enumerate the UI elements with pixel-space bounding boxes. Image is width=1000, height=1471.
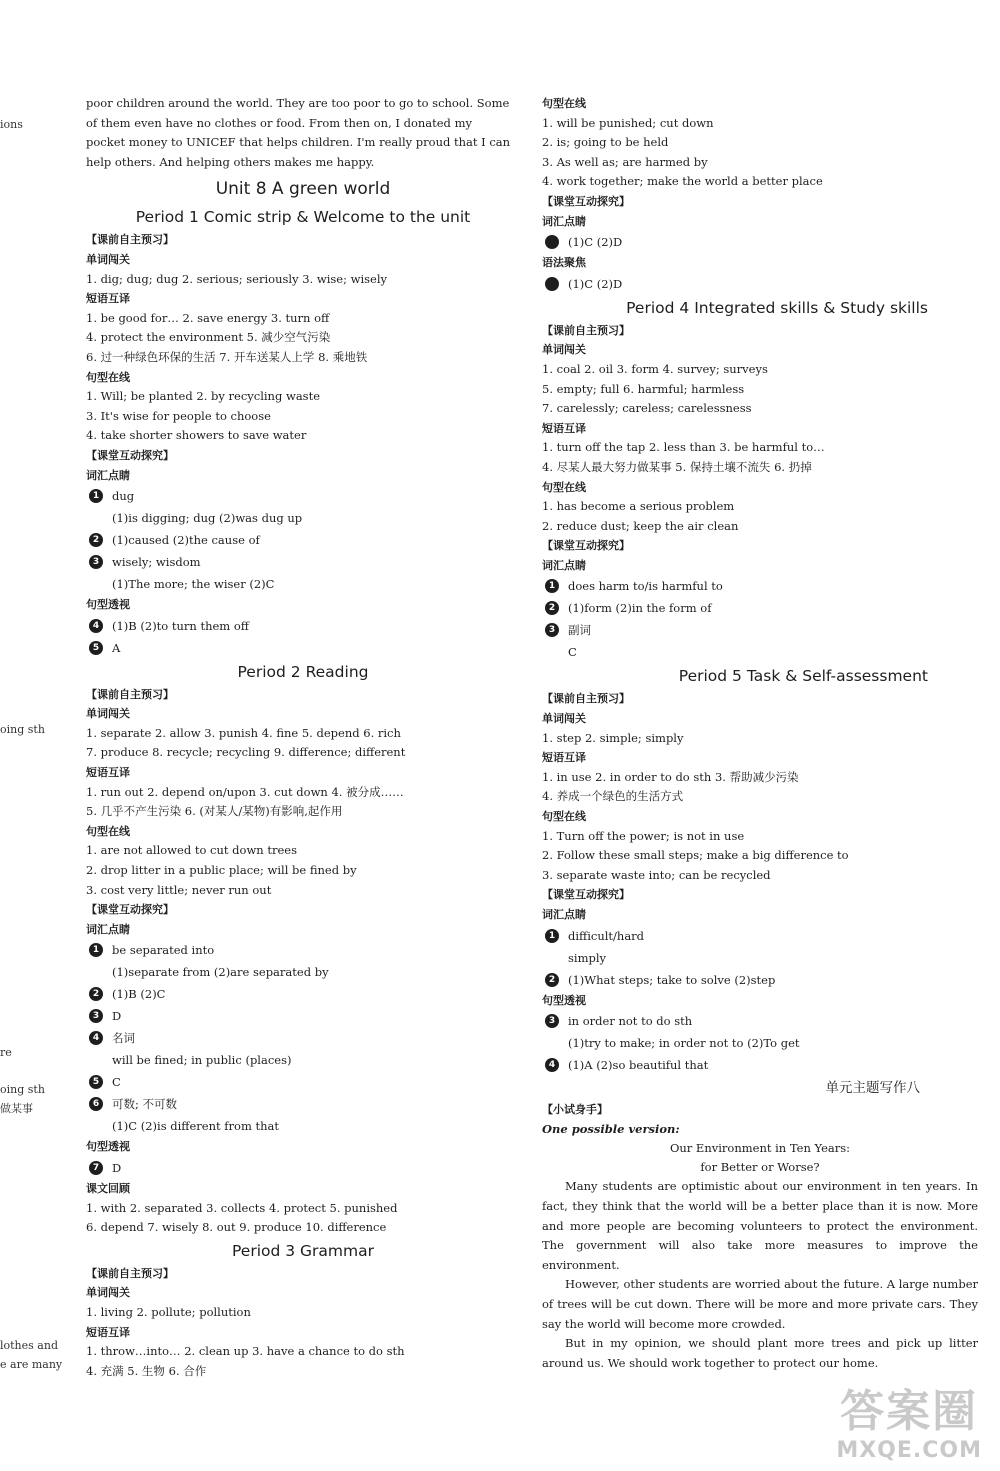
sub-header: 短语互译 bbox=[542, 421, 586, 435]
essay-paragraph: Many students are optimistic about our environment in ten years. In fact, they think that the world will be a better place than it is now. More and more people are becoming volunteers to protect the environment. The government will also take more measures to improve the environment. bbox=[542, 1179, 978, 1272]
answer-line: 6. 过一种绿色环保的生活 7. 开车送某人上学 8. 乘地铁 bbox=[86, 349, 368, 364]
edge-fragment: ions bbox=[0, 118, 23, 131]
number-badge: 4 bbox=[89, 619, 103, 633]
sub-header: 课文回顾 bbox=[86, 1182, 130, 1195]
numbered-item: 2 (1)What steps; take to solve (2)step bbox=[542, 969, 978, 991]
answer-line: 2. is; going to be held bbox=[542, 135, 669, 150]
sub-header: 句型在线 bbox=[542, 480, 586, 494]
number-badge: 3 bbox=[545, 1014, 559, 1028]
writing-title: 单元主题写作八 bbox=[825, 1080, 920, 1097]
period-5-title: Period 5 Task & Self-assessment bbox=[678, 667, 928, 686]
answer-line: 1. coal 2. oil 3. form 4. survey; surveys bbox=[542, 361, 768, 376]
essay-paragraph: But in my opinion, we should plant more trees and pick up litter around us. We should work together to protect our home. bbox=[542, 1336, 978, 1370]
number-badge: 2 bbox=[545, 601, 559, 615]
answer-line: 1. in use 2. in order to do sth 3. 帮助减少污染 bbox=[542, 769, 799, 784]
edge-fragment: oing sth bbox=[0, 1083, 45, 1096]
unit-title: Unit 8 A green world bbox=[215, 179, 391, 200]
numbered-item: 5 A bbox=[86, 637, 520, 659]
section-header: 【课前自主预习】 bbox=[86, 1266, 174, 1280]
answer-line: 1. run out 2. depend on/upon 3. cut down 4. 被分成…… bbox=[86, 784, 404, 799]
right-column bbox=[542, 94, 978, 1373]
sub-header: 词汇点睛 bbox=[86, 922, 130, 936]
bullet-dot-icon bbox=[545, 277, 559, 291]
answer-line: 1. dig; dug; dug 2. serious; seriously 3. wise; wisely bbox=[86, 271, 388, 286]
sub-header: 词汇点睛 bbox=[542, 214, 586, 228]
answer-line: 1. has become a serious problem bbox=[542, 499, 735, 514]
answer-line: 1. throw…into… 2. clean up 3. have a chance to do sth bbox=[86, 1344, 405, 1359]
answer-line: 6. depend 7. wisely 8. out 9. produce 10. difference bbox=[86, 1220, 387, 1235]
item-detail: simply bbox=[568, 950, 607, 965]
sub-header: 短语互译 bbox=[86, 292, 130, 306]
bullet-dot-icon bbox=[545, 235, 559, 249]
number-badge: 1 bbox=[89, 489, 103, 503]
answer-line: 3. It's wise for people to choose bbox=[86, 408, 271, 423]
answer-line: 3. separate waste into; can be recycled bbox=[542, 867, 771, 882]
period-2-title: Period 2 Reading bbox=[237, 662, 369, 681]
left-column bbox=[86, 94, 520, 1381]
sub-header: 句型在线 bbox=[542, 810, 586, 824]
sub-header: 句型透视 bbox=[542, 993, 586, 1007]
sub-header: 单词闯关 bbox=[86, 1286, 130, 1300]
answer-line: 1. turn off the tap 2. less than 3. be harmful to… bbox=[542, 440, 825, 455]
section-header: 【课前自主预习】 bbox=[86, 687, 174, 701]
intro-line: pocket money to UNICEF that helps children. I'm really proud that I can bbox=[86, 135, 511, 150]
answer-line: 1. living 2. pollute; pollution bbox=[86, 1304, 251, 1319]
sub-header: 词汇点睛 bbox=[542, 558, 586, 572]
edge-fragment: 做某事 bbox=[0, 1102, 33, 1115]
edge-fragment: e are many bbox=[0, 1358, 63, 1371]
essay-title: Our Environment in Ten Years: bbox=[669, 1141, 851, 1156]
number-badge: 2 bbox=[545, 973, 559, 987]
watermark-logo: 答案圈 bbox=[840, 1386, 979, 1437]
numbered-item: 3 wisely; wisdom bbox=[86, 551, 520, 573]
number-badge: 1 bbox=[545, 579, 559, 593]
sub-header: 单词闯关 bbox=[542, 343, 586, 357]
section-header: 【课前自主预习】 bbox=[86, 233, 174, 247]
number-badge: 2 bbox=[89, 533, 103, 547]
numbered-item: 2 (1)caused (2)the cause of bbox=[86, 529, 520, 551]
sub-header: 词汇点睛 bbox=[542, 908, 586, 921]
answer-line: 4. work together; make the world a better place bbox=[542, 174, 823, 189]
answer-line: 1. be good for… 2. save energy 3. turn off bbox=[86, 310, 330, 325]
number-badge: 3 bbox=[545, 623, 559, 637]
number-badge: 7 bbox=[89, 1161, 103, 1175]
number-badge: 5 bbox=[89, 1075, 103, 1089]
item-detail: (1)C (2)is different from that bbox=[112, 1119, 280, 1134]
section-header: 【课堂互动探究】 bbox=[86, 448, 174, 462]
sub-header: 词汇点睛 bbox=[86, 468, 130, 482]
numbered-item: 4 (1)A (2)so beautiful that bbox=[542, 1054, 978, 1076]
numbered-item: 6 可数; 不可数 bbox=[86, 1093, 520, 1115]
essay-subtitle: for Better or Worse? bbox=[700, 1160, 820, 1175]
numbered-item: 1 does harm to/is harmful to bbox=[542, 575, 978, 597]
answer-line: 7. carelessly; careless; carelessness bbox=[542, 401, 752, 416]
number-badge: 6 bbox=[89, 1097, 103, 1111]
number-badge: 1 bbox=[89, 943, 103, 957]
numbered-item: 3 副词 bbox=[542, 619, 978, 641]
number-badge: 2 bbox=[89, 987, 103, 1001]
numbered-item: 3 D bbox=[86, 1005, 520, 1027]
item-detail: (1)separate from (2)are separated by bbox=[112, 965, 329, 980]
number-badge: 1 bbox=[545, 929, 559, 943]
sub-header: 句型在线 bbox=[86, 370, 130, 384]
numbered-item: 7 D bbox=[86, 1157, 520, 1179]
answer-line: 4. protect the environment 5. 减少空气污染 bbox=[86, 330, 331, 345]
watermark-url: MXQE.COM bbox=[836, 1438, 982, 1463]
item-detail: will be fined; in public (places) bbox=[112, 1053, 292, 1068]
numbered-item: 2 (1)B (2)C bbox=[86, 983, 520, 1005]
answer-line: 7. produce 8. recycle; recycling 9. difference; different bbox=[86, 745, 406, 760]
version-label: One possible version: bbox=[542, 1121, 680, 1136]
numbered-item: 1 difficult/hard bbox=[542, 925, 978, 947]
sub-header: 单词闯关 bbox=[86, 707, 130, 721]
sub-header: 句型在线 bbox=[542, 97, 586, 110]
section-header: 【课堂互动探究】 bbox=[86, 903, 174, 917]
answer-line: 1. separate 2. allow 3. punish 4. fine 5. depend 6. rich bbox=[86, 725, 401, 740]
numbered-item: 3 in order not to do sth bbox=[542, 1010, 978, 1032]
sub-header: 短语互译 bbox=[86, 766, 130, 780]
intro-line: help others. And helping others makes me happy. bbox=[86, 154, 375, 169]
answer-line: 2. Follow these small steps; make a big difference to bbox=[542, 848, 849, 863]
answer-line: 4. 充满 5. 生物 6. 合作 bbox=[86, 1363, 207, 1378]
answer-line: 4. 养成一个绿色的生活方式 bbox=[542, 789, 684, 804]
answer-line: 4. take shorter showers to save water bbox=[86, 428, 307, 443]
numbered-item: 1 dug bbox=[86, 485, 520, 507]
numbered-item: 5 C bbox=[86, 1071, 520, 1093]
edge-fragment: re bbox=[0, 1046, 12, 1059]
sub-header: 句型在线 bbox=[86, 824, 130, 838]
bullet-item: (1)C (2)D bbox=[542, 273, 978, 295]
section-header: 【课前自主预习】 bbox=[542, 323, 630, 337]
number-badge: 5 bbox=[89, 641, 103, 655]
section-header: 【课前自主预习】 bbox=[542, 692, 630, 706]
intro-line: of them even have no clothes or food. From then on, I donated my bbox=[86, 115, 472, 130]
answer-line: 2. reduce dust; keep the air clean bbox=[542, 518, 739, 533]
answer-line: 1. are not allowed to cut down trees bbox=[86, 843, 297, 858]
sub-header: 句型透视 bbox=[86, 1140, 130, 1154]
answer-line: 3. cost very little; never run out bbox=[86, 882, 272, 897]
sub-header: 语法聚焦 bbox=[542, 256, 586, 270]
sub-header: 单词闯关 bbox=[86, 252, 130, 266]
answer-line: 3. As well as; are harmed by bbox=[542, 154, 708, 169]
numbered-item: 2 (1)form (2)in the form of bbox=[542, 597, 978, 619]
answer-line: 1. Turn off the power; is not in use bbox=[542, 828, 745, 843]
intro-line: poor children around the world. They are too poor to go to school. Some bbox=[86, 96, 510, 110]
item-detail: (1)The more; the wiser (2)C bbox=[112, 577, 275, 592]
period-3-title: Period 3 Grammar bbox=[232, 1241, 374, 1260]
answer-line: 1. step 2. simple; simply bbox=[542, 730, 684, 745]
answer-line: 1. Will; be planted 2. by recycling waste bbox=[86, 389, 321, 404]
period-1-title: Period 1 Comic strip & Welcome to the unit bbox=[135, 208, 471, 227]
section-header: 【小试身手】 bbox=[542, 1103, 608, 1117]
number-badge: 4 bbox=[545, 1058, 559, 1072]
number-badge: 4 bbox=[89, 1031, 103, 1045]
sub-header: 短语互译 bbox=[542, 751, 586, 765]
item-detail: (1)is digging; dug (2)was dug up bbox=[112, 511, 303, 526]
answer-line: 4. 尽某人最大努力做某事 5. 保持土壤不流失 6. 扔掉 bbox=[542, 459, 812, 474]
bullet-item: (1)C (2)D bbox=[542, 231, 978, 253]
section-header: 【课堂互动探究】 bbox=[542, 539, 630, 553]
edge-fragment: oing sth bbox=[0, 723, 45, 736]
sub-header: 短语互译 bbox=[86, 1325, 130, 1339]
edge-fragment: lothes and bbox=[0, 1339, 58, 1352]
item-detail: C bbox=[568, 645, 577, 660]
answer-line: 1. will be punished; cut down bbox=[542, 115, 714, 130]
essay-paragraph: However, other students are worried about the future. A large number of trees will be cut down. There will be more and more private cars. They say the world will become more crowded. bbox=[542, 1277, 978, 1331]
answer-line: 5. 几乎不产生污染 6. (对某人/某物)有影响,起作用 bbox=[86, 804, 343, 819]
period-4-title: Period 4 Integrated skills & Study skills bbox=[626, 298, 928, 317]
watermark bbox=[836, 1386, 982, 1463]
number-badge: 3 bbox=[89, 555, 103, 569]
answer-line: 5. empty; full 6. harmful; harmless bbox=[542, 381, 745, 396]
answer-line: 2. drop litter in a public place; will be fined by bbox=[86, 863, 357, 878]
numbered-item: 4 (1)B (2)to turn them off bbox=[86, 615, 520, 637]
number-badge: 3 bbox=[89, 1009, 103, 1023]
section-header: 【课堂互动探究】 bbox=[542, 888, 630, 902]
sub-header: 单词闯关 bbox=[542, 712, 586, 726]
numbered-item: 4 名词 bbox=[86, 1027, 520, 1049]
numbered-item: 1 be separated into bbox=[86, 939, 520, 961]
answer-line: 1. with 2. separated 3. collects 4. protect 5. punished bbox=[86, 1200, 398, 1215]
section-header: 【课堂互动探究】 bbox=[542, 194, 630, 208]
sub-header: 句型透视 bbox=[86, 598, 130, 612]
item-detail: (1)try to make; in order not to (2)To get bbox=[568, 1036, 800, 1051]
